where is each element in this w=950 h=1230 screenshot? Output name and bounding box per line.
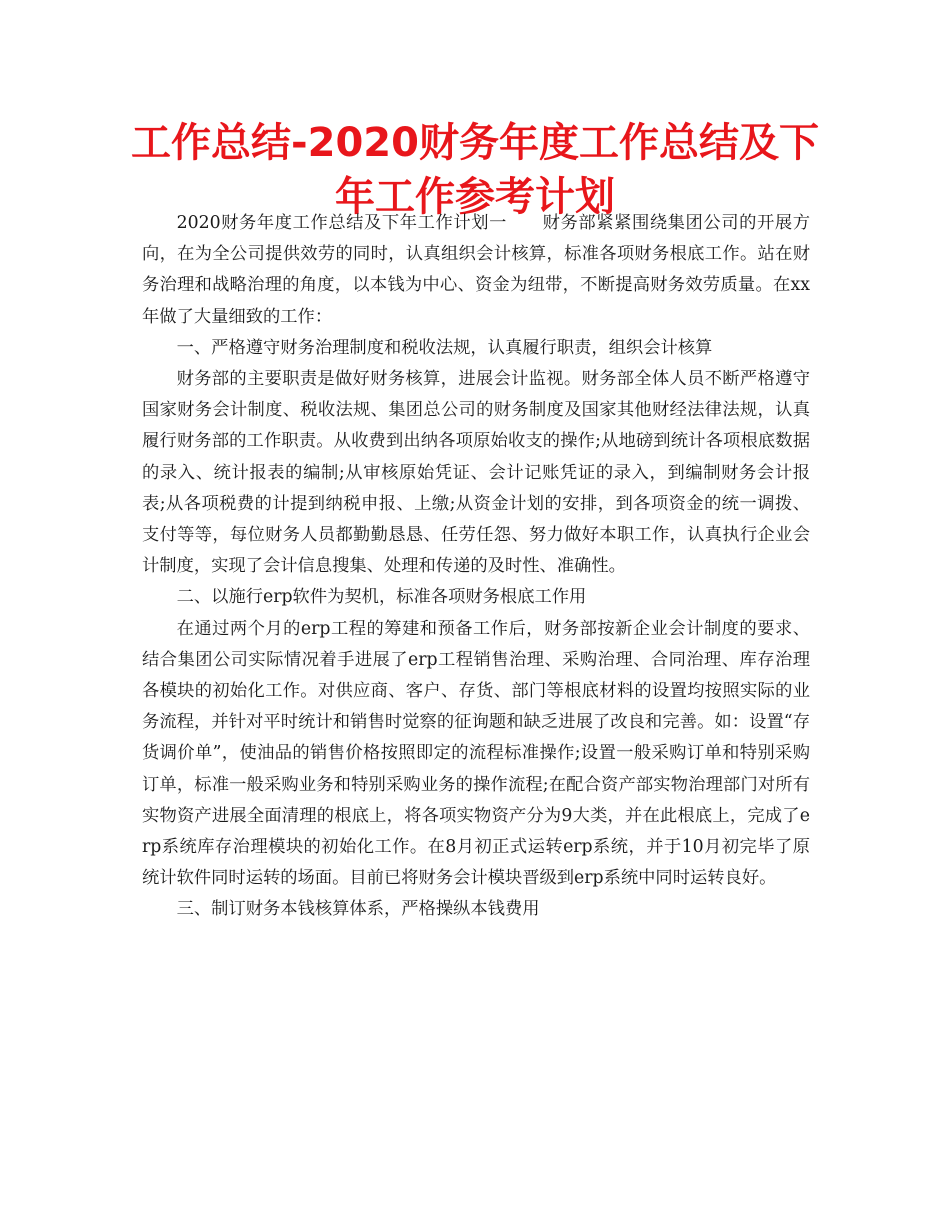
paragraph-section-2: 在通过两个月的erp工程的筹建和预备工作后，财务部按新企业会计制度的要求、结合集团公司实际情况着手进展了erp工程销售治理、采购治理、合同治理、库存治理各模块的初始化工作。对供应商、客户、存货、部门等根底材料的设置均按照实际的业务流程，并针对平时统计和销售时觉察的征询题和缺乏进展了改良和完善。如：设置“存货调价单”，使油品的销售价格按照即定的流程标准操作;设置一般采购订单和特别采购订单，标准一般采购业务和特别采购业务的操作流程;在配合资产部实物治理部门对所有实物资产进展全面清理的根底上，将各项实物资产分为9大类，并在此根底上，完成了erp系统库存治理模块的初始化工作。在8月初正式运转erp系统，并于10月初完毕了原统计软件同时运转的场面。目前已将财务会计模块晋级到erp系统中同时运转良好。: [142, 618, 810, 889]
paragraph-intro: 2020财务年度工作总结及下年工作计划一 财务部紧紧围绕集团公司的开展方向，在为全公司提供效劳的同时，认真组织会计核算，标准各项财务根底工作。站在财务治理和战略治理的角度，以本钱为中心、资金为纽带，不断提高财务效劳质量。在xx年做了大量细致的工作：: [142, 213, 810, 327]
document-title: 工作总结-2020财务年度工作总结及下年工作参考计划: [131, 120, 819, 220]
section-heading-2: 二、以施行erp软件为契机，标准各项财务根底工作用: [176, 587, 587, 608]
document-body: [142, 208, 810, 926]
paragraph-section-1: 财务部的主要职责是做好财务核算，进展会计监视。财务部全体人员不断严格遵守国家财务会计制度、税收法规、集团总公司的财务制度及国家其他财经法律法规，认真履行财务部的工作职责。从收费到出纳各项原始收支的操作;从地磅到统计各项根底数据的录入、统计报表的编制;从审核原始凭证、会计记账凭证的录入，到编制财务会计报表;从各项税费的计提到纳税申报、上缴;从资金计划的安排，到各项资金的统一调拨、支付等等，每位财务人员都勤勤恳恳、任劳任怨、努力做好本职工作，认真执行企业会计制度，实现了会计信息搜集、处理和传递的及时性、准确性。: [142, 369, 810, 577]
section-heading-3: 三、制订财务本钱核算体系，严格操纵本钱费用: [176, 899, 540, 920]
section-heading-1: 一、严格遵守财务治理制度和税收法规，认真履行职责，组织会计核算: [176, 337, 713, 358]
